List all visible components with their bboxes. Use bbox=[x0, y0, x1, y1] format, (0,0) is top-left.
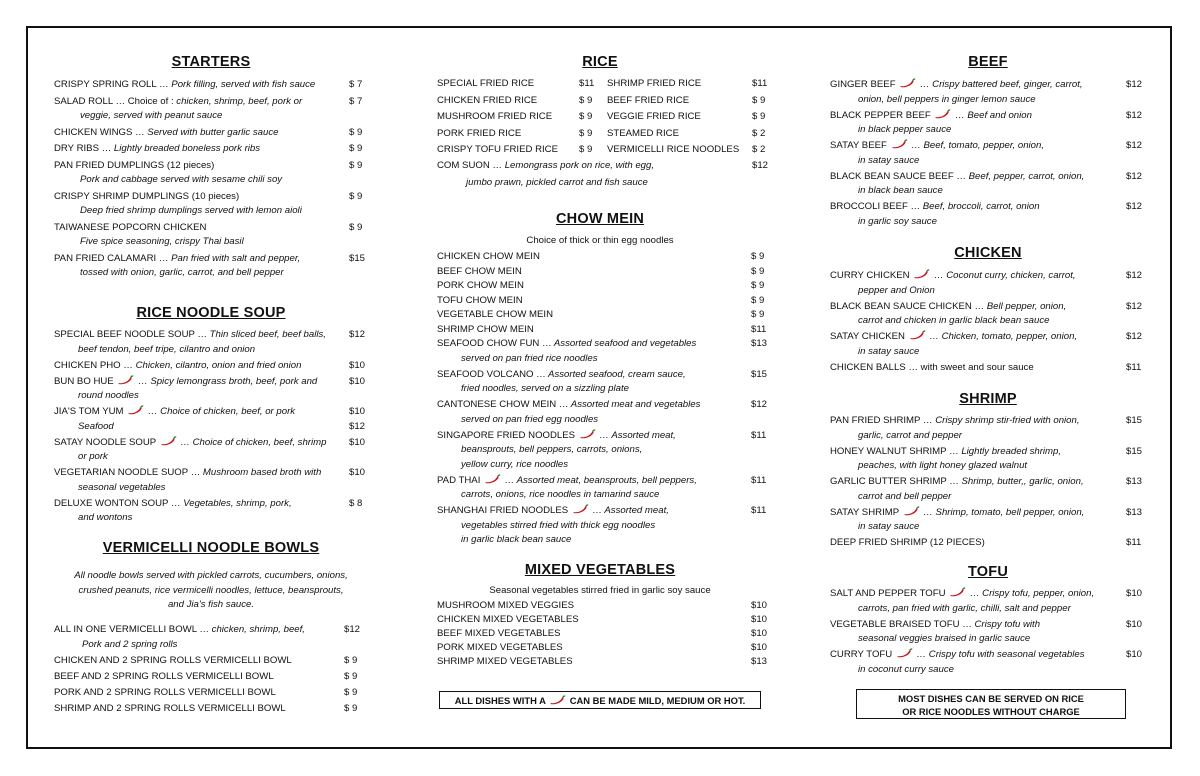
item-description: Bell pepper, onion, bbox=[984, 300, 1067, 312]
mixed-veg-item-name: CHICKEN MIXED VEGETABLES bbox=[437, 614, 579, 625]
item-name: SHANGHAI FRIED NOODLES bbox=[437, 505, 569, 516]
item-description-cont: seasonal vegetables bbox=[78, 481, 166, 493]
chicken-item bbox=[830, 269, 1076, 283]
item-description-cont: in black bean sauce bbox=[858, 185, 943, 196]
chow-mein-item bbox=[437, 250, 540, 264]
rice-item-price: $ 9 bbox=[752, 94, 766, 106]
item-description-cont: in satay sauce bbox=[858, 154, 920, 166]
item-description: Assorted seafood and vegetables bbox=[551, 338, 697, 349]
item-name: GINGER BEEF bbox=[830, 79, 896, 90]
item-name: TOFU CHOW MEIN bbox=[437, 294, 523, 306]
item-name: SATAY BEEF bbox=[830, 140, 887, 151]
item-name: GARLIC BUTTER SHRIMP … bbox=[830, 476, 959, 487]
item-description: Crispy shrimp stir-fried with onion, bbox=[932, 415, 1080, 426]
shrimp-item bbox=[830, 536, 985, 550]
item-price: $12 bbox=[344, 624, 361, 635]
rice-item-name: CHICKEN FRIED RICE bbox=[437, 94, 538, 106]
item-price: $15 bbox=[1126, 445, 1143, 457]
item-price: $12 bbox=[1126, 201, 1143, 212]
item-name: BROCCOLI BEEF … bbox=[830, 201, 921, 212]
item-description-cont: Seafood bbox=[78, 420, 114, 432]
starters-item bbox=[54, 95, 302, 109]
item-description-cont: vegetables stirred fried with thick egg noodles bbox=[461, 519, 656, 531]
item-description-cont: in coconut curry sauce bbox=[858, 663, 954, 675]
item-description-cont: jumbo prawn, pickled carrot and fish sauce bbox=[466, 177, 648, 188]
item-price: $10 bbox=[349, 375, 366, 387]
item-description-cont: carrots, onions, rice noodles in tamarind sauce bbox=[461, 489, 660, 500]
item-description-cont: served on pan fried rice noodles bbox=[461, 352, 598, 364]
item-description-cont: Five spice seasoning, crispy Thai basil bbox=[80, 236, 244, 247]
chili-pepper-icon bbox=[160, 436, 177, 446]
item-description: Beef, pepper, carrot, onion, bbox=[965, 170, 1085, 182]
item-description: … Spicy lemongrass broth, beef, pork and bbox=[138, 375, 318, 387]
item-description-cont: onion, bell peppers in ginger lemon sauce bbox=[858, 93, 1036, 105]
item-name: SHRIMP AND 2 SPRING ROLLS VERMICELLI BOWL bbox=[54, 702, 286, 714]
notice-text: ALL DISHES WITH A bbox=[454, 695, 546, 706]
rice-item-name: STEAMED RICE bbox=[607, 127, 679, 139]
item-description: … Assorted meat, bbox=[599, 429, 676, 441]
item-price: $15 bbox=[1126, 415, 1143, 426]
item-description: Assorted seafood, cream sauce, bbox=[545, 368, 686, 380]
item-description-cont: peaches, with light honey glazed walnut bbox=[858, 460, 1028, 471]
rice-noodle-soup-item bbox=[54, 436, 326, 450]
item-name: CHICKEN AND 2 SPRING ROLLS VERMICELLI BOWL bbox=[54, 654, 292, 666]
vermicelli-item bbox=[54, 670, 274, 684]
item-price: $10 bbox=[1126, 618, 1143, 630]
item-name: CHICKEN BALLS … with sweet and sour sauce bbox=[830, 361, 1034, 373]
item-description: … Choice of chicken, beef, shrimp bbox=[180, 436, 327, 448]
section-title-vermicelli: VERMICELLI NOODLE BOWLS bbox=[102, 540, 320, 556]
mixed-veg-item-price: $10 bbox=[751, 642, 768, 653]
chicken-item bbox=[830, 300, 1066, 314]
section-title-beef: BEEF bbox=[968, 54, 1008, 70]
item-name: SATAY SHRIMP bbox=[830, 506, 899, 518]
item-description: Lightly breaded boneless pork ribs bbox=[111, 143, 261, 154]
rice-noodle-soup-item bbox=[54, 466, 321, 480]
item-name: ALL IN ONE VERMICELLI BOWL … bbox=[54, 624, 212, 635]
item-price: $ 9 bbox=[349, 143, 363, 154]
item-name: PAD THAI bbox=[437, 474, 481, 486]
rice-item-name: MUSHROOM FRIED RICE bbox=[437, 111, 553, 122]
rice-item-price: $ 2 bbox=[752, 144, 766, 155]
chow-mein-item bbox=[437, 504, 669, 518]
item-description: … Chicken, tomato, pepper, onion, bbox=[929, 331, 1078, 342]
item-description: Vegetables, shrimp, pork, bbox=[180, 497, 292, 509]
beef-item bbox=[830, 139, 1044, 153]
section-note: Choice of thick or thin egg noodles bbox=[526, 235, 674, 246]
item-name: PORK AND 2 SPRING ROLLS VERMICELLI BOWL bbox=[54, 686, 276, 698]
rice-noodle-soup-item bbox=[54, 359, 301, 373]
item-name: SATAY NOODLE SOUP bbox=[54, 436, 157, 448]
item-description: … Crispy battered beef, ginger, carrot, bbox=[919, 79, 1083, 90]
item-description-cont: carrot and bell pepper bbox=[858, 490, 952, 502]
item-name: VEGETABLE CHOW MEIN bbox=[437, 309, 554, 320]
chow-mein-item bbox=[437, 429, 676, 443]
chow-mein-item bbox=[437, 265, 522, 279]
item-description: Shrimp, butter,, garlic, onion, bbox=[958, 476, 1084, 487]
rice-item-price: $ 9 bbox=[579, 127, 593, 139]
item-price: $12 bbox=[1126, 270, 1143, 281]
notice-line: OR RICE NOODLES WITHOUT CHARGE bbox=[902, 706, 1080, 717]
item-price: $13 bbox=[1126, 476, 1143, 487]
item-description-cont: beansprouts, bell peppers, carrots, onions, bbox=[461, 444, 643, 455]
chili-pepper-icon bbox=[572, 504, 589, 514]
item-name: CHICKEN PHO … bbox=[54, 359, 133, 371]
mixed-veg-item-name: MUSHROOM MIXED VEGGIES bbox=[437, 600, 574, 611]
item-description-cont: veggie, served with peanut sauce bbox=[80, 110, 223, 121]
item-description: … Beef, tomato, pepper, onion, bbox=[911, 140, 1045, 151]
starters-item bbox=[54, 252, 300, 266]
item-price: $11 bbox=[1126, 361, 1142, 373]
chili-pepper-icon bbox=[896, 648, 913, 658]
item-name: TAIWANESE POPCORN CHICKEN bbox=[54, 221, 207, 233]
item-price: $12 bbox=[1126, 331, 1143, 342]
rice-item-name: VEGGIE FRIED RICE bbox=[607, 111, 701, 122]
rice-item-price: $ 9 bbox=[579, 144, 593, 155]
item-price: $ 9 bbox=[751, 309, 765, 320]
rice-item-price: $ 2 bbox=[752, 127, 766, 139]
rice-item-name: SHRIMP FRIED RICE bbox=[607, 78, 702, 89]
item-description: Thin sliced beef, beef balls, bbox=[207, 329, 326, 340]
item-description: Pork filling, served with fish sauce bbox=[168, 79, 316, 90]
beef-item bbox=[830, 200, 1040, 214]
starters-item bbox=[54, 221, 206, 235]
beef-item bbox=[830, 170, 1084, 184]
rice-item-name: PORK FRIED RICE bbox=[437, 127, 522, 139]
chili-pepper-icon bbox=[484, 474, 501, 484]
item-name: BLACK BEAN SAUCE BEEF … bbox=[830, 170, 966, 182]
item-name: SALT AND PEPPER TOFU bbox=[830, 588, 946, 599]
vermicelli-item bbox=[54, 686, 276, 700]
section-note: and Jia's fish sauce. bbox=[167, 599, 255, 610]
chili-notice-box bbox=[439, 691, 761, 709]
rice-item-price: $ 9 bbox=[579, 111, 593, 122]
starters-item bbox=[54, 78, 315, 92]
item-description-cont: beef tendon, beef tripe, cilantro and onion bbox=[78, 343, 256, 355]
chili-pepper-icon bbox=[949, 587, 966, 597]
item-price: $ 9 bbox=[344, 654, 358, 666]
mixed-veg-item-price: $10 bbox=[751, 614, 768, 625]
item-price: $ 7 bbox=[349, 79, 363, 90]
rice-noodle-soup-item bbox=[54, 375, 317, 389]
chili-pepper-icon bbox=[127, 405, 144, 415]
rice-item-price: $11 bbox=[579, 78, 595, 89]
item-name: VEGETARIAN NOODLE SUOP … bbox=[54, 467, 201, 478]
chow-mein-item bbox=[437, 398, 700, 412]
vermicelli-item bbox=[54, 702, 286, 716]
tofu-item bbox=[830, 618, 1040, 632]
shrimp-item bbox=[830, 475, 1084, 489]
item-price: $11 bbox=[751, 323, 767, 335]
chow-mein-item bbox=[437, 294, 523, 308]
mixed-veg-item-price: $10 bbox=[751, 628, 768, 639]
item-description: … Crispy tofu, pepper, onion, bbox=[969, 588, 1095, 599]
section-title-mixed-vegetables: MIXED VEGETABLES bbox=[524, 562, 676, 578]
item-description: … Crispy tofu with seasonal vegetables bbox=[916, 649, 1085, 660]
rice-item-com-suon bbox=[437, 159, 654, 173]
item-name: SEAFOOD VOLCANO … bbox=[437, 368, 546, 380]
item-price: $ 7 bbox=[349, 95, 363, 107]
rice-item-name: VERMICELLI RICE NOODLES bbox=[607, 144, 740, 155]
tofu-item bbox=[830, 648, 1085, 662]
item-name: BEEF CHOW MEIN bbox=[437, 265, 522, 277]
section-note: Seasonal vegetables stirred fried in garlic soy sauce bbox=[489, 585, 711, 596]
rice-noodle-soup-item bbox=[54, 405, 295, 419]
item-name: SEAFOOD CHOW FUN … bbox=[437, 338, 552, 349]
item-name: CANTONESE CHOW MEIN … bbox=[437, 399, 569, 410]
starters-item bbox=[54, 126, 278, 140]
item-name: BLACK BEAN SAUCE CHICKEN … bbox=[830, 300, 985, 312]
item-description: Lemongrass pork on rice, with egg, bbox=[502, 160, 655, 171]
item-description-cont: in garlic soy sauce bbox=[858, 215, 937, 227]
item-name: DRY RIBS … bbox=[54, 143, 112, 154]
item-description: Pan fried with salt and pepper, bbox=[168, 252, 301, 264]
chili-pepper-icon bbox=[909, 330, 926, 340]
chow-mein-item bbox=[437, 474, 697, 488]
section-title-starters: STARTERS bbox=[171, 54, 251, 70]
rice-noodle-notice-box bbox=[856, 689, 1126, 719]
item-description-cont: carrots, pan fried with garlic, chilli, salt and pepper bbox=[858, 602, 1071, 614]
item-name: SPECIAL BEEF NOODLE SOUP … bbox=[54, 329, 208, 340]
chili-pepper-icon bbox=[579, 429, 596, 439]
item-price: $12 bbox=[1126, 300, 1143, 312]
mixed-veg-item-price: $10 bbox=[751, 600, 768, 611]
item-price: $11 bbox=[751, 505, 767, 516]
item-price: $12 bbox=[349, 420, 366, 432]
item-description-cont: Pork and cabbage served with sesame chili soy bbox=[80, 174, 283, 185]
item-price: $12 bbox=[1126, 79, 1143, 90]
chili-pepper-icon bbox=[899, 78, 916, 88]
starters-item bbox=[54, 190, 239, 204]
item-description-cont: or pork bbox=[78, 451, 108, 462]
shrimp-item bbox=[830, 506, 1084, 520]
item-price: $10 bbox=[349, 436, 366, 448]
item-price: $10 bbox=[349, 467, 366, 478]
item-price: $12 bbox=[349, 329, 366, 340]
item-name: CRISPY SPRING ROLL … bbox=[54, 79, 169, 90]
item-description-cont: yellow curry, rice noodles bbox=[461, 458, 568, 470]
item-name: CHICKEN CHOW MEIN bbox=[437, 251, 540, 262]
mixed-veg-item-price: $13 bbox=[751, 656, 768, 667]
item-name: CURRY CHICKEN bbox=[830, 270, 910, 281]
item-name: DEEP FRIED SHRIMP (12 PIECES) bbox=[830, 537, 985, 548]
item-description: Lightly breaded shrimp, bbox=[958, 445, 1062, 457]
item-description-cont: Pork and 2 spring rolls bbox=[82, 638, 178, 650]
item-description-cont: in satay sauce bbox=[858, 521, 920, 532]
item-description: … Shrimp, tomato, bell pepper, onion, bbox=[923, 506, 1085, 518]
item-name: BUN BO HUE bbox=[54, 375, 114, 387]
chow-mein-item bbox=[437, 308, 553, 322]
chili-pepper-icon bbox=[913, 269, 930, 279]
item-price: $12 bbox=[751, 399, 768, 410]
chow-mein-item bbox=[437, 323, 534, 337]
item-description-cont: seasonal veggies braised in garlic sauce bbox=[858, 633, 1031, 644]
section-note: All noodle bowls served with pickled carrots, cucumbers, onions, bbox=[74, 570, 348, 581]
vermicelli-item bbox=[54, 654, 292, 668]
item-description-cont: carrot and chicken in garlic black bean sauce bbox=[858, 315, 1050, 326]
item-description-cont: in satay sauce bbox=[858, 345, 920, 357]
item-name: PAN FRIED CALAMARI … bbox=[54, 252, 169, 264]
item-name: SATAY CHICKEN bbox=[830, 331, 905, 342]
item-description: Beef, broccoli, carrot, onion bbox=[920, 201, 1040, 212]
shrimp-item bbox=[830, 414, 1080, 428]
section-title-shrimp: SHRIMP bbox=[959, 391, 1017, 407]
beef-item bbox=[830, 78, 1083, 92]
item-price: $ 9 bbox=[349, 221, 363, 233]
item-price: $ 9 bbox=[344, 702, 358, 714]
chicken-item bbox=[830, 330, 1077, 344]
item-name: BLACK PEPPER BEEF bbox=[830, 109, 931, 121]
chili-pepper-icon bbox=[117, 375, 134, 385]
item-price: $12 bbox=[752, 160, 769, 171]
item-price: $12 bbox=[1126, 109, 1143, 121]
item-name: BEEF AND 2 SPRING ROLLS VERMICELLI BOWL bbox=[54, 670, 274, 682]
chili-pepper-icon bbox=[549, 695, 566, 705]
starters-item bbox=[54, 142, 260, 156]
starters-item bbox=[54, 159, 214, 173]
item-price: $11 bbox=[751, 429, 767, 441]
item-name: CHICKEN WINGS … bbox=[54, 126, 145, 138]
mixed-veg-item-name: SHRIMP MIXED VEGETABLES bbox=[437, 656, 573, 667]
item-price: $ 9 bbox=[344, 670, 358, 682]
item-description-cont: tossed with onion, garlic, carrot, and bell pepper bbox=[80, 267, 284, 278]
item-price: $13 bbox=[1126, 506, 1143, 518]
item-price: $12 bbox=[1126, 170, 1143, 182]
item-price: $13 bbox=[751, 338, 768, 349]
section-note: crushed peanuts, rice vermicelli noodles, lettuce, beansprouts, bbox=[78, 584, 344, 596]
item-description-cont: round noodles bbox=[78, 390, 139, 401]
item-description-cont: served on pan fried egg noodles bbox=[461, 413, 599, 425]
item-description: … Assorted meat, beansprouts, bell peppers, bbox=[504, 474, 697, 486]
notice-text: CAN BE MADE MILD, MEDIUM OR HOT. bbox=[569, 695, 746, 706]
item-price: $10 bbox=[349, 359, 366, 371]
item-price: $10 bbox=[349, 406, 366, 417]
rice-item-price: $ 9 bbox=[752, 111, 766, 122]
item-name: CRISPY SHRIMP DUMPLINGS (10 pieces) bbox=[54, 190, 240, 202]
section-title-rice: RICE bbox=[582, 54, 618, 70]
item-description-cont: in black pepper sauce bbox=[858, 124, 952, 135]
item-price: $ 9 bbox=[751, 294, 765, 306]
item-description: … Assorted meat, bbox=[592, 505, 669, 516]
item-price: $ 9 bbox=[751, 280, 765, 291]
item-name: SINGAPORE FRIED NOODLES bbox=[437, 429, 576, 441]
item-description: chicken, shrimp, beef, bbox=[211, 624, 305, 635]
chicken-item bbox=[830, 361, 1034, 375]
item-price: $15 bbox=[751, 368, 768, 380]
vermicelli-item bbox=[54, 623, 305, 637]
item-price: $ 8 bbox=[349, 497, 363, 509]
rice-item-price: $11 bbox=[752, 78, 768, 89]
section-title-rice-noodle-soup: RICE NOODLE SOUP bbox=[136, 305, 286, 321]
item-price: $ 9 bbox=[349, 159, 363, 171]
item-description: Assorted meat and vegetables bbox=[568, 399, 701, 410]
item-description-cont: garlic, carrot and pepper bbox=[858, 429, 962, 441]
chili-pepper-icon bbox=[891, 139, 908, 149]
item-name: PORK CHOW MEIN bbox=[437, 280, 524, 291]
chili-pepper-icon bbox=[903, 506, 920, 516]
item-description: chicken, shrimp, beef, pork or bbox=[176, 95, 303, 107]
item-name: PAN FRIED DUMPLINGS (12 pieces) bbox=[54, 159, 215, 171]
mixed-veg-item-name: PORK MIXED VEGETABLES bbox=[437, 642, 563, 653]
section-title-chicken: CHICKEN bbox=[954, 245, 1022, 261]
item-name: PAN FRIED SHRIMP … bbox=[830, 415, 933, 426]
item-name: JIA'S TOM YUM bbox=[54, 406, 124, 417]
section-title-tofu: TOFU bbox=[967, 564, 1008, 580]
item-name: COM SUON … bbox=[437, 160, 503, 171]
item-description: Crispy tofu with bbox=[971, 618, 1041, 630]
item-description: Chicken, cilantro, onion and fried onion bbox=[132, 359, 302, 371]
rice-noodle-soup-item bbox=[54, 328, 326, 342]
item-price: $10 bbox=[1126, 588, 1143, 599]
item-name: VEGETABLE BRAISED TOFU … bbox=[830, 618, 972, 630]
item-description: … Coconut curry, chicken, carrot, bbox=[933, 270, 1076, 281]
item-name: SALAD ROLL … Choice of : bbox=[54, 95, 177, 107]
rice-item-price: $ 9 bbox=[579, 94, 593, 106]
chow-mein-item bbox=[437, 279, 524, 293]
item-name: SHRIMP CHOW MEIN bbox=[437, 323, 534, 335]
item-name: CURRY TOFU bbox=[830, 649, 893, 660]
rice-item-name: BEEF FRIED RICE bbox=[607, 94, 690, 106]
shrimp-item bbox=[830, 445, 1061, 459]
section-title-chow-mein: CHOW MEIN bbox=[556, 211, 644, 227]
rice-item-name: SPECIAL FRIED RICE bbox=[437, 78, 535, 89]
item-description-cont: Deep fried shrimp dumplings served with lemon aioli bbox=[80, 205, 302, 216]
rice-item-name: CRISPY TOFU FRIED RICE bbox=[437, 144, 559, 155]
item-description: … Choice of chicken, beef, or pork bbox=[147, 406, 296, 417]
item-price: $12 bbox=[1126, 140, 1143, 151]
item-price: $ 9 bbox=[751, 265, 765, 277]
item-description-cont: pepper and Onion bbox=[858, 284, 935, 296]
notice-line: MOST DISHES CAN BE SERVED ON RICE bbox=[898, 693, 1084, 704]
chili-pepper-icon bbox=[934, 109, 951, 119]
item-description-cont: fried noodles, served on a sizzling plate bbox=[461, 383, 629, 394]
item-name: HONEY WALNUT SHRIMP … bbox=[830, 445, 959, 457]
item-price: $10 bbox=[1126, 649, 1143, 660]
item-price: $ 9 bbox=[751, 251, 765, 262]
chow-mein-item bbox=[437, 337, 696, 351]
item-price: $ 9 bbox=[344, 686, 358, 698]
item-description-cont: in garlic black bean sauce bbox=[461, 534, 572, 545]
item-price: $ 9 bbox=[349, 190, 363, 202]
mixed-veg-item-name: BEEF MIXED VEGETABLES bbox=[437, 628, 561, 639]
item-price: $11 bbox=[751, 474, 767, 486]
item-description: Served with butter garlic sauce bbox=[144, 126, 279, 138]
item-price: $ 9 bbox=[349, 126, 363, 138]
item-price: $15 bbox=[349, 252, 366, 264]
beef-item bbox=[830, 109, 1032, 123]
item-name: DELUXE WONTON SOUP … bbox=[54, 497, 181, 509]
item-description-cont: and wontons bbox=[78, 512, 133, 523]
item-description: Mushroom based broth with bbox=[200, 467, 322, 478]
item-description: … Beef and onion bbox=[955, 109, 1032, 121]
chow-mein-item bbox=[437, 368, 686, 382]
tofu-item bbox=[830, 587, 1094, 601]
rice-noodle-soup-item bbox=[54, 497, 292, 511]
item-price: $11 bbox=[1126, 537, 1142, 548]
